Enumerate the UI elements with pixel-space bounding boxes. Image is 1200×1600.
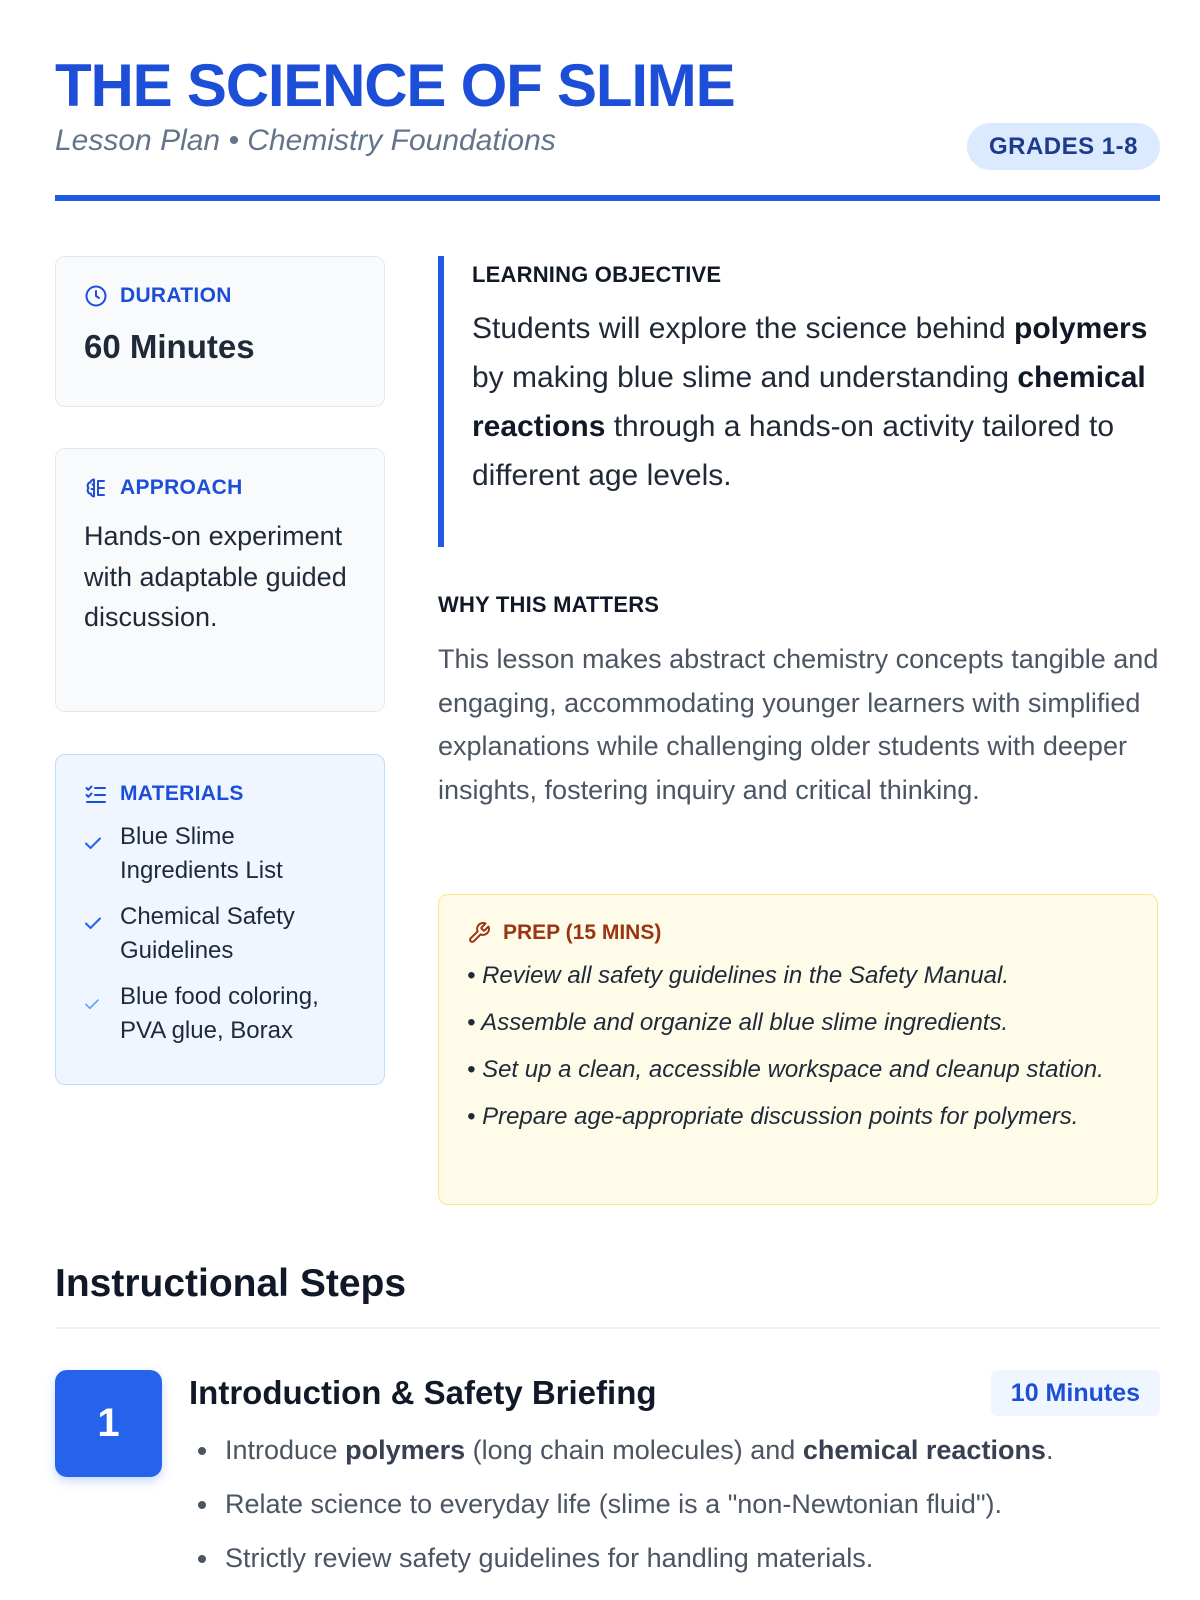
list-item [84, 980, 356, 1048]
materials-header [84, 782, 356, 806]
prep-list [467, 959, 1129, 1134]
material-text: Chemical Safety Guidelines [120, 903, 295, 964]
lesson-header [55, 52, 1160, 160]
materials-card [55, 754, 385, 1085]
steps-divider [55, 1327, 1160, 1329]
duration-card [55, 256, 385, 407]
checklist-icon [84, 782, 108, 806]
material-text: Blue Slime Ingredients List [120, 823, 283, 884]
steps-heading: Instructional Steps [55, 1262, 407, 1305]
objective-label: LEARNING OBJECTIVE [472, 262, 722, 287]
page-subtitle: Lesson Plan • Chemistry Foundations [55, 124, 556, 157]
check-icon [84, 980, 106, 1048]
page-title: THE SCIENCE OF SLIME [55, 52, 735, 119]
prep-label: PREP (15 MINS) [503, 921, 662, 944]
list-item: Strictly review safety guidelines for handling materials. [193, 1540, 1143, 1576]
grade-badge: GRADES 1-8 [967, 123, 1160, 170]
list-item: Relate science to everyday life (slime is a "non-Newtonian fluid"). [193, 1486, 1143, 1522]
duration-label: DURATION [120, 284, 232, 307]
list-item: • Review all safety guidelines in the Safety Manual. [467, 962, 1010, 989]
step-number: 1 [55, 1370, 162, 1477]
approach-header [84, 476, 356, 500]
list-item: • Set up a clean, accessible workspace and cleanup station. [467, 1056, 1104, 1083]
wrench-icon [467, 921, 491, 945]
list-item: • Prepare age-appropriate discussion points for polymers. [467, 1103, 1079, 1130]
materials-list [84, 820, 356, 1048]
step-bullets [193, 1432, 1143, 1594]
prep-header [467, 921, 1129, 945]
approach-text: Hands-on experiment with adaptable guided discussion. [84, 521, 347, 632]
duration-header [84, 284, 356, 308]
why-this-matters [438, 592, 1160, 812]
step-duration-badge: 10 Minutes [991, 1370, 1160, 1416]
approach-card [55, 448, 385, 712]
materials-label: MATERIALS [120, 782, 244, 805]
prep-box [438, 894, 1158, 1205]
why-label: WHY THIS MATTERS [438, 592, 660, 617]
brain-icon [84, 476, 108, 500]
material-text: Blue food coloring, PVA glue, Borax [120, 983, 319, 1044]
list-item [84, 900, 356, 968]
list-item [84, 820, 356, 888]
duration-value: 60 Minutes [84, 328, 255, 365]
approach-label: APPROACH [120, 476, 243, 499]
check-icon [84, 900, 106, 968]
clock-icon [84, 284, 108, 308]
list-item: • Assemble and organize all blue slime ingredients. [467, 1009, 1009, 1036]
step-title: Introduction & Safety Briefing [189, 1374, 657, 1411]
why-text: This lesson makes abstract chemistry concepts tangible and engaging, accommodating younger learners with simplified explanations while challenging older students with deeper insights, fostering inquiry and critical thinking. [438, 644, 1159, 805]
objective-text: Students will explore the science behind polymers by making blue slime and understanding chemical reactions through a hands-on activity tailored to different age levels. [472, 312, 1148, 492]
list-item: Introduce polymers (long chain molecules) and chemical reactions. [193, 1432, 1143, 1468]
header-divider [55, 195, 1160, 201]
check-icon [84, 820, 106, 888]
learning-objective [438, 256, 1158, 547]
